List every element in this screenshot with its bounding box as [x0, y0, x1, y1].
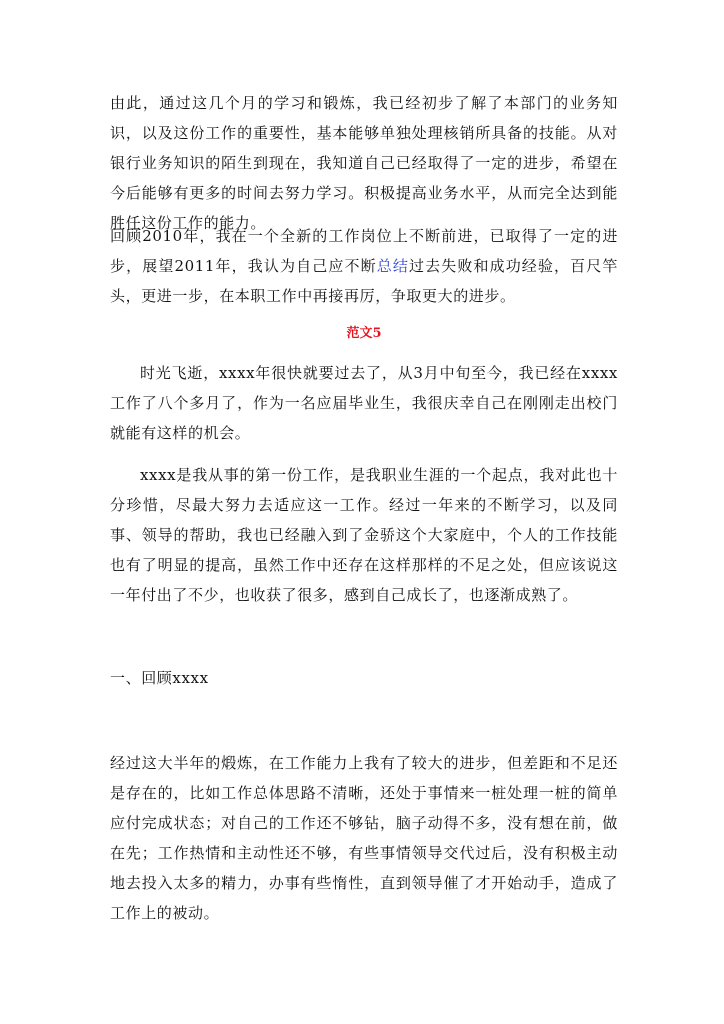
paragraph-shortcomings: 经过这大半年的煅炼，在工作能力上我有了较大的进步，但差距和不足还是存在的，比如工作总体思路不清晰，还处于事情来一桩处理一桩的简单应付完成状态；对自己的工作还不够钻，脑子动得不多，没有想在前，做在先；工作热情和主动性还不够，有些事情领导交代过后，没有积极主动地去投入太多的精力，办事有些惰性，直到领导催了才开始动手，造成了工作上的被动。	[110, 754, 618, 922]
paragraph-time-flies: 时光飞逝，xxxx年很快就要过去了，从3月中旬至今，我已经在xxxx工作了八个多月了，作为一名应届毕业生，我很庆幸自己在刚刚走出校门就能有这样的机会。	[110, 364, 618, 442]
paragraph-first-job: xxxx是我从事的第一份工作，是我职业生涯的一个起点，我对此也十分珍惜，尽最大努力去适应这一工作。经过一年来的不断学习，以及同事、领导的帮助，我也已经融入到了金骄这个大家庭中，个人的工作技能也有了明显的提高，虽然工作中还存在这样那样的不足之处，但应该说这一年付出了不少，也收获了很多，感到自己成长了，也逐渐成熟了。	[110, 466, 618, 604]
subheading-review: 一、回顾xxxx	[110, 669, 209, 687]
section-heading-sample-5: 范文5	[346, 326, 382, 341]
summary-link[interactable]: 总结	[376, 257, 409, 275]
paragraph-text-before-link: 回顾2010年，我在一个全新的工作岗位上不断前进，已取得了一定的进步，展望2011年，我认为自己应不断	[110, 227, 618, 275]
paragraph-review-2010	[110, 221, 618, 311]
paragraph-text-after-link: 过去失败和成功经验，百尺竿头，更进一步，在本职工作中再接再厉，争取更大的进步。	[110, 257, 618, 305]
paragraph-summary-progress: 由此，通过这几个月的学习和锻炼，我已经初步了解了本部门的业务知识，以及这份工作的重要性，基本能够单独处理核销所具备的技能。从对银行业务知识的陌生到现在，我知道自己已经取得了一定的进步，希望在今后能够有更多的时间去努力学习。积极提高业务水平，从而完全达到能胜任这份工作的能力。	[110, 94, 618, 232]
